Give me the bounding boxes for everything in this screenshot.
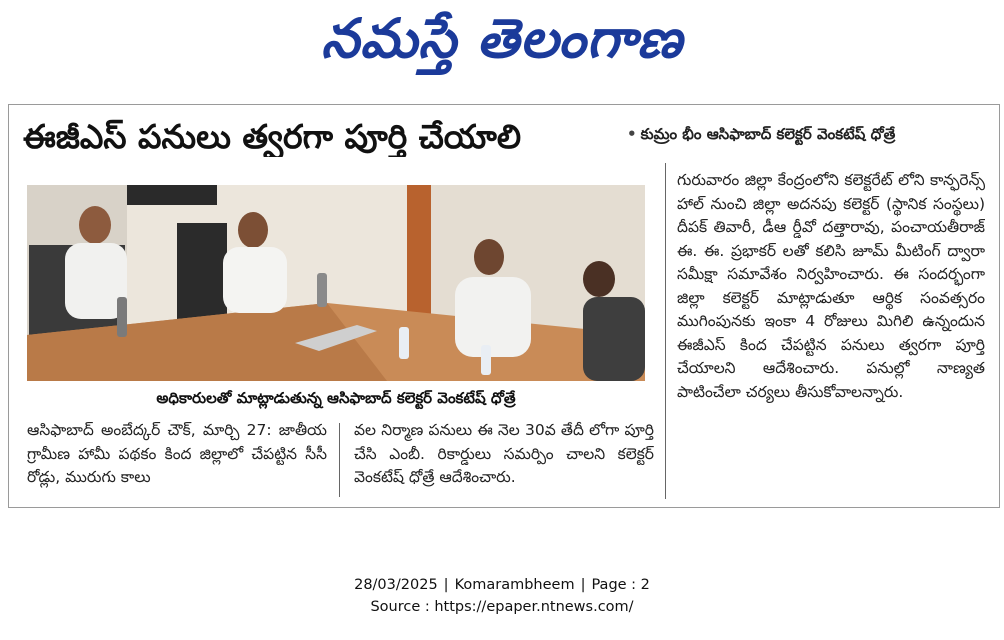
column-divider bbox=[339, 423, 340, 497]
article-column-3: గురువారం జిల్లా కేంద్రంలోని కలెక్టరేట్ లోని కాన్ఫరెన్స్ హాల్ నుంచి జిల్లా అదనపు కలెక్టర్ (స్థానిక సంస్థలు) దీపక్ తివారీ, డీఆ ర్డీవో దత్తారావు, పంచాయతీరాజ్ ఈ. ఈ. ప్రభాకర్ లతో కలిసి జూమ్ మీటింగ్ ద్వారా సమీక్షా సమావేశం నిర్వహించారు. ఈ సందర్భంగా జిల్లా కలెక్టర్ మాట్లాడుతూ ఆర్థిక సంవత్సరం ముగింపునకు ఇంకా 4 రోజులు మిగిలి ఉన్నందున ఈజీఎస్ కింద చేపట్టిన పనులు త్వరగా పూర్తి చేయాలని ఆదేశించారు. పనుల్లో నాణ్యత పాటించేలా చర్యలు తీసుకోవాలన్నారు. bbox=[677, 171, 985, 401]
byline bbox=[627, 125, 999, 147]
bullet-icon: • bbox=[627, 125, 637, 143]
meeting-photo-illustration bbox=[27, 185, 645, 381]
column-divider bbox=[665, 163, 666, 499]
byline-text: కుమ్రం భీం ఆసిఫాబాద్ కలెక్టర్ వెంకటేష్ ధోత్రే bbox=[640, 125, 896, 143]
newspaper-logo: నమస్తే తెలంగాణ bbox=[321, 6, 683, 70]
footer-separator: | bbox=[580, 577, 586, 593]
photo-caption: అధికారులతో మాట్లాడుతున్న ఆసిఫాబాద్ కలెక్టర్ వెంకటేష్ ధోత్రే bbox=[27, 385, 645, 411]
page-footer bbox=[0, 574, 1004, 618]
footer-meta-line bbox=[0, 574, 1004, 596]
article-column-1: ఆసిఫాబాద్ అంబేద్కర్ చౌక్, మార్చి 27: జాతీయ గ్రామీణ హామీ పథకం కింద జిల్లాలో చేపట్టిన సీసీ రోడ్లు, మురుగు కాలు bbox=[27, 421, 327, 486]
footer-edition: Komarambheem bbox=[454, 577, 575, 593]
footer-separator: | bbox=[443, 577, 449, 593]
article-column-2: వల నిర్మాణ పనులు ఈ నెల 30వ తేదీ లోగా పూర్తి చేసి ఎంబీ. రికార్డులు సమర్పిం చాలని కలెక్టర్ వెంకటేష్ ధోత్రే ఆదేశించారు. bbox=[354, 421, 654, 486]
news-clipping bbox=[8, 104, 1000, 508]
footer-page: Page : 2 bbox=[591, 577, 650, 593]
article-photo bbox=[27, 185, 645, 381]
masthead bbox=[0, 0, 1004, 90]
footer-source[interactable]: Source : https://epaper.ntnews.com/ bbox=[370, 599, 634, 615]
footer-date: 28/03/2025 bbox=[354, 577, 438, 593]
headline: ఈజీఎస్ పనులు త్వరగా పూర్తి చేయాలి bbox=[23, 117, 522, 156]
